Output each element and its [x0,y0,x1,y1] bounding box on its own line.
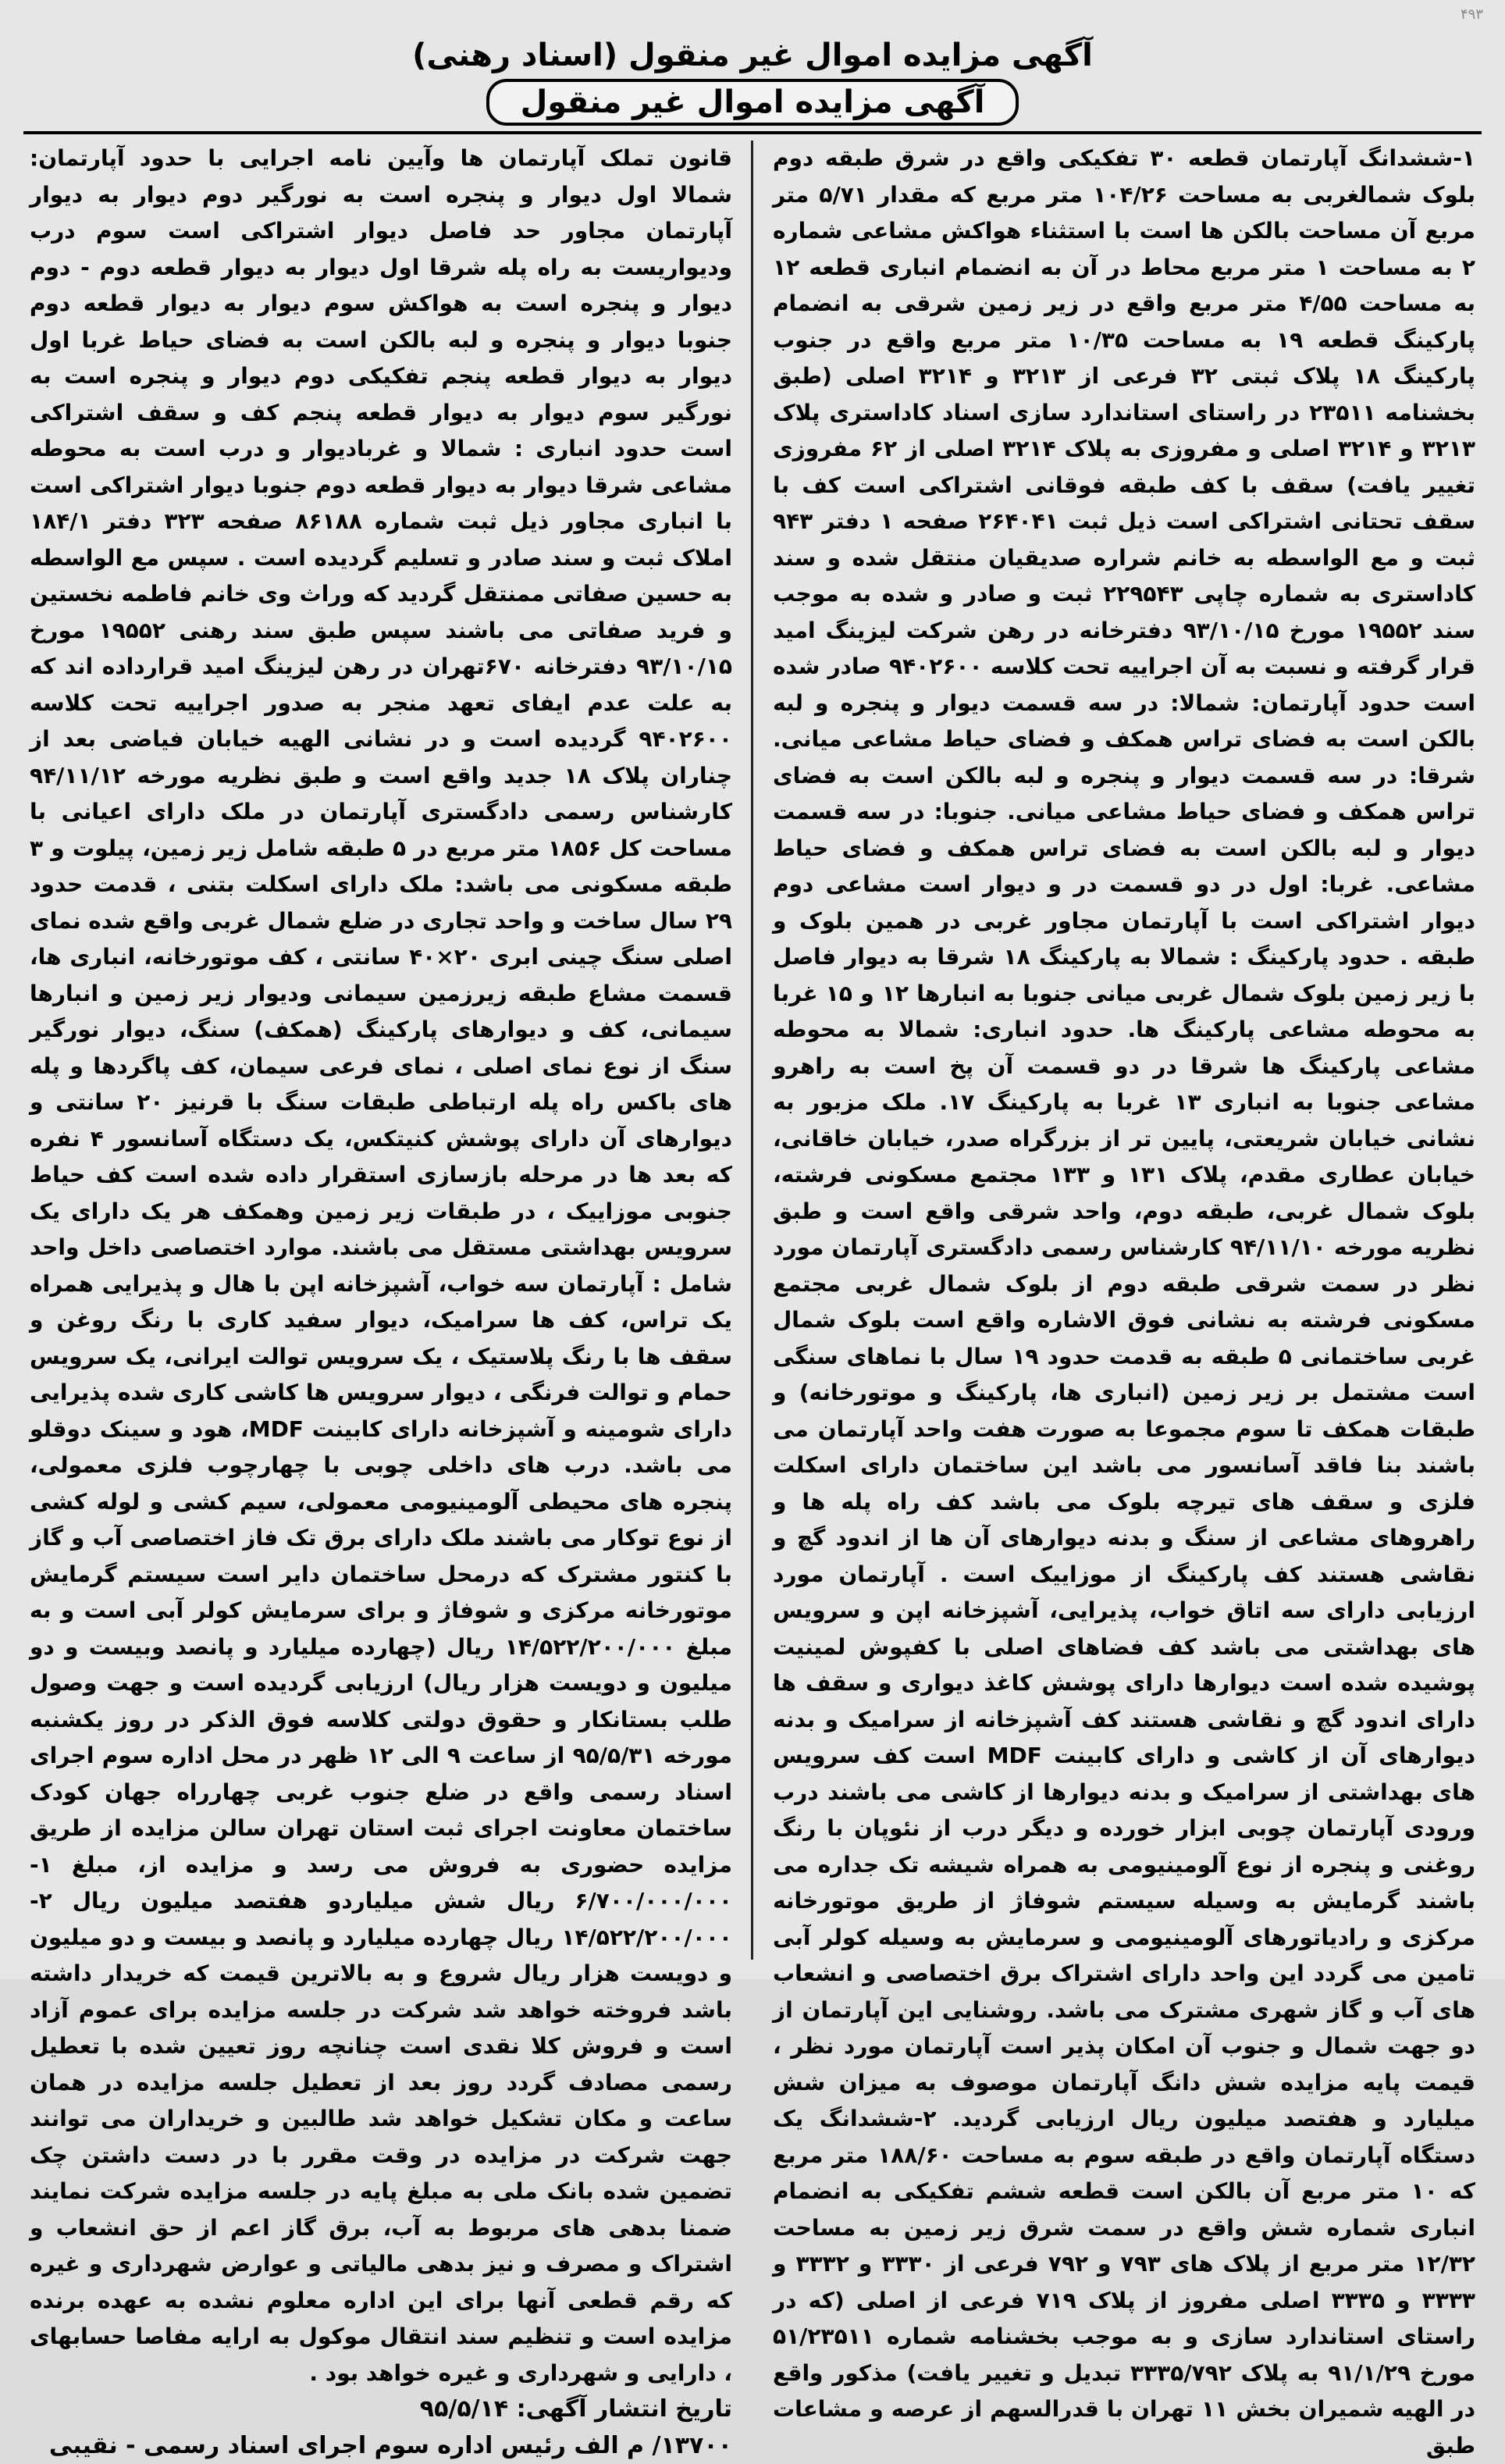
ad-title-sub: آگهی مزایده اموال غیر منقول [486,79,1019,126]
ad-title-main: آگهی مزایده اموال غیر منقول (اسناد رهنی) [297,35,1208,76]
column-divider [751,141,753,1960]
corner-mark: ۴۹۳ [1461,6,1483,23]
publish-date: تاریخ انتشار آگهی: ۹۵/۵/۱۴ [30,2391,732,2428]
right-column [773,141,1475,1960]
header-rule [23,131,1482,134]
right-column-text: ۱-ششدانگ آپارتمان قطعه ۳۰ تفکیکی واقع در شرق طبقه دوم بلوک شمالغربی به مساحت ۱۰۴/۲۶ متر مربع که مقدار ۵/۷۱ متر مربع آن مساحت بالکن ها است با استثناء هواکش مشاعی شماره ۲ به مساحت ۱ متر مربع محاط در آن به انضمام انباری قطعه ۱۲ به مساحت ۴/۵۵ متر مربع واقع در زیر زمین شرقی به انضمام پارکینگ قطعه ۱۹ به مساحت ۱۰/۳۵ متر مربع واقع در جنوب پارکینگ ۱۸ پلاک ثبتی ۳۲ فرعی از ۳۲۱۳ و ۳۲۱۴ اصلی (طبق بخشنامه ۲۳۵۱۱ در راستای استاندارد سازی اسناد کاداستری پلاک ۳۲۱۳ و ۳۲۱۴ اصلی و مفروزی به پلاک ۳۲۱۴ اصلی از ۶۲ مفروزی تغییر یافت) سقف با کف طبقه فوقانی اشتراکی است کف با سقف تحتانی اشتراکی است ذیل ثبت ۲۶۴۰۴۱ صفحه ۱ دفتر ۹۴۳ ثبت و مع الواسطه به خانم شراره صدیقیان منتقل شده و سند کاداستری به شماره چاپی ۲۲۹۵۴۳ ثبت و صادر و شده به موجب سند ۱۹۵۵۲ مورخ ۹۳/۱۰/۱۵ دفترخانه در رهن شرکت لیزینگ امید قرار گرفته و نسبت به آن اجراییه تحت کلاسه ۹۴۰۲۶۰۰ صادر شده است حدود آپارتمان: شمالا: در سه قسمت دیوار و پنجره و لبه بالکن است به فضای تراس همکف و فضای حیاط مشاعی میانی. شرقا: در سه قسمت دیوار و پنجره و لبه بالکن است به فضای تراس همکف و فضای حیاط مشاعی میانی. جنوبا: در سه قسمت دیوار و لبه بالکن است به فضای تراس همکف و فضای حیاط مشاعی. غربا: اول در دو قسمت در و دیوار است مشاعی دوم دیوار اشتراکی است با آپارتمان مجاور غربی در همین بلوک و طبقه . حدود پارکینگ : شمالا به پارکینگ ۱۸ شرقا به دیوار فاصل با زیر زمین بلوک شمال غربی میانی جنوبا به انبارها ۱۲ و ۱۵ غربا به محوطه مشاعی پارکینگ ها. حدود انباری: شمالا به محوطه مشاعی پارکینگ ها شرقا در دو قسمت آن پخ است به راهرو مشاعی جنوبا به انباری ۱۳ غربا به پارکینگ ۱۷. ملک مزبور به نشانی خیابان شریعتی، پایین تر از بزرگراه صدر، خیابان خاقانی، خیابان عطاری مقدم، پلاک ۱۳۱ و ۱۳۳ مجتمع مسکونی فرشته، بلوک شمال غربی، طبقه دوم، واحد شرقی واقع است و طبق نظریه مورخه ۹۴/۱۱/۱۰ کارشناس رسمی دادگستری آپارتمان مورد نظر در سمت شرقی طبقه دوم از بلوک شمال غربی مجتمع مسکونی فرشته به نشانی فوق الاشاره واقع است بلوک شمال غربی ساختمانی ۵ طبقه به قدمت حدود ۱۹ سال با نماهای سنگی است مشتمل بر زیر زمین (انباری ها، پارکینگ و موتورخانه) و طبقات همکف تا سوم مجموعا به صورت هفت واحد آپارتمان می باشند بنا فاقد آسانسور می باشد این ساختمان دارای اسکلت فلزی و سقف های تیرچه بلوک می باشد کف راه پله ها و راهروهای مشاعی از سنگ و بدنه دیوارهای آن ها از اندود گچ و نقاشی هستند کف پارکینگ از موزاییک است . آپارتمان مورد ارزیابی دارای سه اتاق خواب، پذیرایی، آشپزخانه اپن و سرویس های بهداشتی می باشد کف فضاهای اصلی با کفپوش لمینیت پوشیده شده است دیوارها دارای پوشش کاغذ دیواری و سقف ها دارای اندود گچ و نقاشی هستند کف آشپزخانه از سرامیک و بدنه دیوارهای آن از کاشی و دارای کابینت MDF است کف سرویس های بهداشتی از سرامیک و بدنه دیوارها از کاشی می باشند درب ورودی آپارتمان چوبی ابزار خورده و دیگر درب از نئوپان با رنگ روغنی و پنجره از نوع آلومینیومی به همراه شیشه تک جداره می باشند گرمایش به وسیله سیستم شوفاژ از طریق موتورخانه مرکزی و رادیاتورهای آلومینیومی و سرمایش به وسیله کولر آبی تامین می گردد این واحد دارای اشتراک برق اختصاصی و انشعاب های آب و گاز شهری مشترک می باشد. روشنایی این آپارتمان از دو جهت شمال و جنوب آن امکان پذیر است آپارتمان مورد نظر ، قیمت پایه مزایده شش دانگ آپارتمان موصوف به میزان شش میلیارد و هفتصد میلیون ریال ارزیابی گردید. ۲-ششدانگ یک دستگاه آپارتمان واقع در طبقه سوم به مساحت ۱۸۸/۶۰ متر مربع که ۱۰ متر مربع آن بالکن است قطعه ششم تفکیکی به انضمام انباری شماره شش واقع در سمت شرق زیر زمین به مساحت ۱۲/۳۲ متر مربع از پلاک های ۷۹۳ و ۷۹۲ فرعی از ۳۳۳۰ و ۳۳۳۲ و ۳۳۳۳ و ۳۳۳۵ اصلی مفروز از پلاک ۷۱۹ فرعی از اصلی (که در راستای استاندارد سازی و به موجب بخشنامه شماره ۵۱/۲۳۵۱۱ مورخ ۹۱/۱/۲۹ به پلاک ۳۳۳۵/۷۹۲ تبدیل و تغییر یافت) مذکور واقع در الهیه شمیران بخش ۱۱ تهران با قدرالسهم از عرصه و مشاعات طبق [773,141,1475,2464]
ad-header [297,35,1208,126]
left-column-text: قانون تملک آپارتمان ها وآیین نامه اجرایی با حدود آپارتمان: شمالا اول دیوار و پنجره است به نورگیر دوم دیوار به دیوار آپارتمان مجاور حد فاصل دیوار اشتراکی است سوم درب ودیواریست به راه پله شرقا اول دیوار به دیوار قطعه دوم - دوم دیوار و پنجره است به هواکش سوم دیوار به دیوار قطعه دوم جنوبا دیوار و پنجره و لبه بالکن است به فضای حیاط غربا اول دیوار به دیوار قطعه پنجم تفکیکی دوم دیوار و پنجره است به نورگیر سوم دیوار به دیوار قطعه پنجم کف و سقف اشتراکی است حدود انباری : شمالا و غربادیوار و درب است به محوطه مشاعی شرقا دیوار به دیوار قطعه دوم جنوبا دیوار اشتراکی است با انباری مجاور ذیل ثبت شماره ۸۶۱۸۸ صفحه ۳۲۳ دفتر ۱۸۴/۱ املاک ثبت و سند صادر و تسلیم گردیده است . سپس مع الواسطه به حسین صفاتی ممنتقل گردید که وراث وی خانم فاطمه نخستین و فرید صفاتی می باشند سپس طبق سند رهنی ۱۹۵۵۲ مورخ ۹۳/۱۰/۱۵ دفترخانه ۶۷۰تهران در رهن لیزینگ امید قرارداده اند که به علت عدم ایفای تعهد منجر به صدور اجراییه تحت کلاسه ۹۴۰۲۶۰۰ گردیده است و در نشانی الهیه خیابان فیاضی بعد از چناران پلاک ۱۸ جدید واقع است و طبق نظریه مورخه ۹۴/۱۱/۱۲ کارشناس رسمی دادگستری آپارتمان در ملک دارای اعیانی با مساحت کل ۱۸۵۶ متر مربع در ۵ طبقه شامل زیر زمین، پیلوت و ۳ طبقه مسکونی می باشد: ملک دارای اسکلت بتنی ، قدمت حدود ۲۹ سال ساخت و واحد تجاری در ضلع شمال غربی واقع شده نمای اصلی سنگ چینی ابری ۲۰×۴۰ سانتی ، کف موتورخانه، انباری ها، قسمت مشاع طبقه زیرزمین سیمانی ودیوار زیر زمین و انبارها سیمانی، کف و دیوارهای پارکینگ (همکف) سنگ، دیوار نورگیر سنگ از نوع نمای اصلی ، نمای فرعی سیمان، کف پاگردها و پله های باکس راه پله ارتباطی طبقات سنگ با قرنیز ۲۰ سانتی و دیوارهای آن دارای پوشش کنیتکس، یک دستگاه آسانسور ۴ نفره که بعد ها در مرحله بازسازی استقرار داده شده است کف حیاط جنوبی موزاییک ، در طبقات زیر زمین وهمکف هر یک دارای یک سرویس بهداشتی مستقل می باشند. موارد اختصاصی داخل واحد شامل : آپارتمان سه خواب، آشپزخانه اپن با هال و پذیرایی همراه یک تراس، کف ها سرامیک، دیوار سفید کاری با رنگ روغن و سقف ها با رنگ پلاستیک ، یک سرویس توالت ایرانی، یک سرویس حمام و توالت فرنگی ، دیوار سرویس ها کاشی کاری شده پذیرایی دارای شومینه و آشپزخانه دارای کابینت MDF، هود و سینک دوقلو می باشد. درب های داخلی چوبی با چهارچوب فلزی معمولی، پنجره های محیطی آلومینیومی معمولی، سیم کشی و لوله کشی از نوع توکار می باشند ملک دارای برق تک فاز اختصاصی آب و گاز با کنتور مشترک که درمحل ساختمان دایر است سیستم گرمایش موتورخانه مرکزی و شوفاژ و برای سرمایش کولر آبی است و به مبلغ ۱۴/۵۲۲/۲۰۰/۰۰۰ ریال (چهارده میلیارد و پانصد وبیست و دو میلیون و دویست هزار ریال) ارزیابی گردیده است و جهت وصول طلب بستانکار و حقوق دولتی کلاسه فوق الذکر در روز یکشنبه مورخه ۹۵/۵/۳۱ از ساعت ۹ الی ۱۲ ظهر در محل اداره سوم اجرای اسناد رسمی واقع در ضلع جنوب غربی چهارراه جهان کودک ساختمان معاونت اجرای ثبت استان تهران سالن مزایده از طریق مزایده حضوری به فروش می رسد و مزایده از، مبلغ ۱- ۶/۷۰۰/۰۰۰/۰۰۰ ریال شش میلیاردو هفتصد میلیون ریال ۲- ۱۴/۵۲۲/۲۰۰/۰۰۰ ریال چهارده میلیارد و پانصد و بیست و دو میلیون و دویست هزار ریال شروع و به بالاترین قیمت که خریدار داشته باشد فروخته خواهد شد شرکت در جلسه مزایده برای عموم آزاد است و فروش کلا نقدی است چنانچه روز تعیین شده با تعطیل رسمی مصادف گردد روز بعد از تعطیل جلسه مزایده در همان ساعت و مکان تشکیل خواهد شد طالبین و خریداران می توانند جهت شرکت در مزایده در وقت مقرر با در دست داشتن چک تضمین شده بانک ملی به مبلغ پایه در جلسه مزایده شرکت نمایند ضمنا بدهی های مربوط به آب، برق گاز اعم از حق انشعاب و اشتراک و مصرف و نیز بدهی مالیاتی و عوارض شهرداری و غیره که رقم قطعی آنها برای این اداره معلوم نشده به عهده برنده مزایده است و تنظیم سند انتقال موکول به ارایه مفاصا حسابهای ، دارایی و شهرداری و غیره خواهد بود . [30,141,732,2391]
signature-line: ۱۳۷۰۰/ م الف رئیس اداره سوم اجرای اسناد رسمی - نقیبی [30,2428,732,2464]
left-column [30,141,732,1960]
